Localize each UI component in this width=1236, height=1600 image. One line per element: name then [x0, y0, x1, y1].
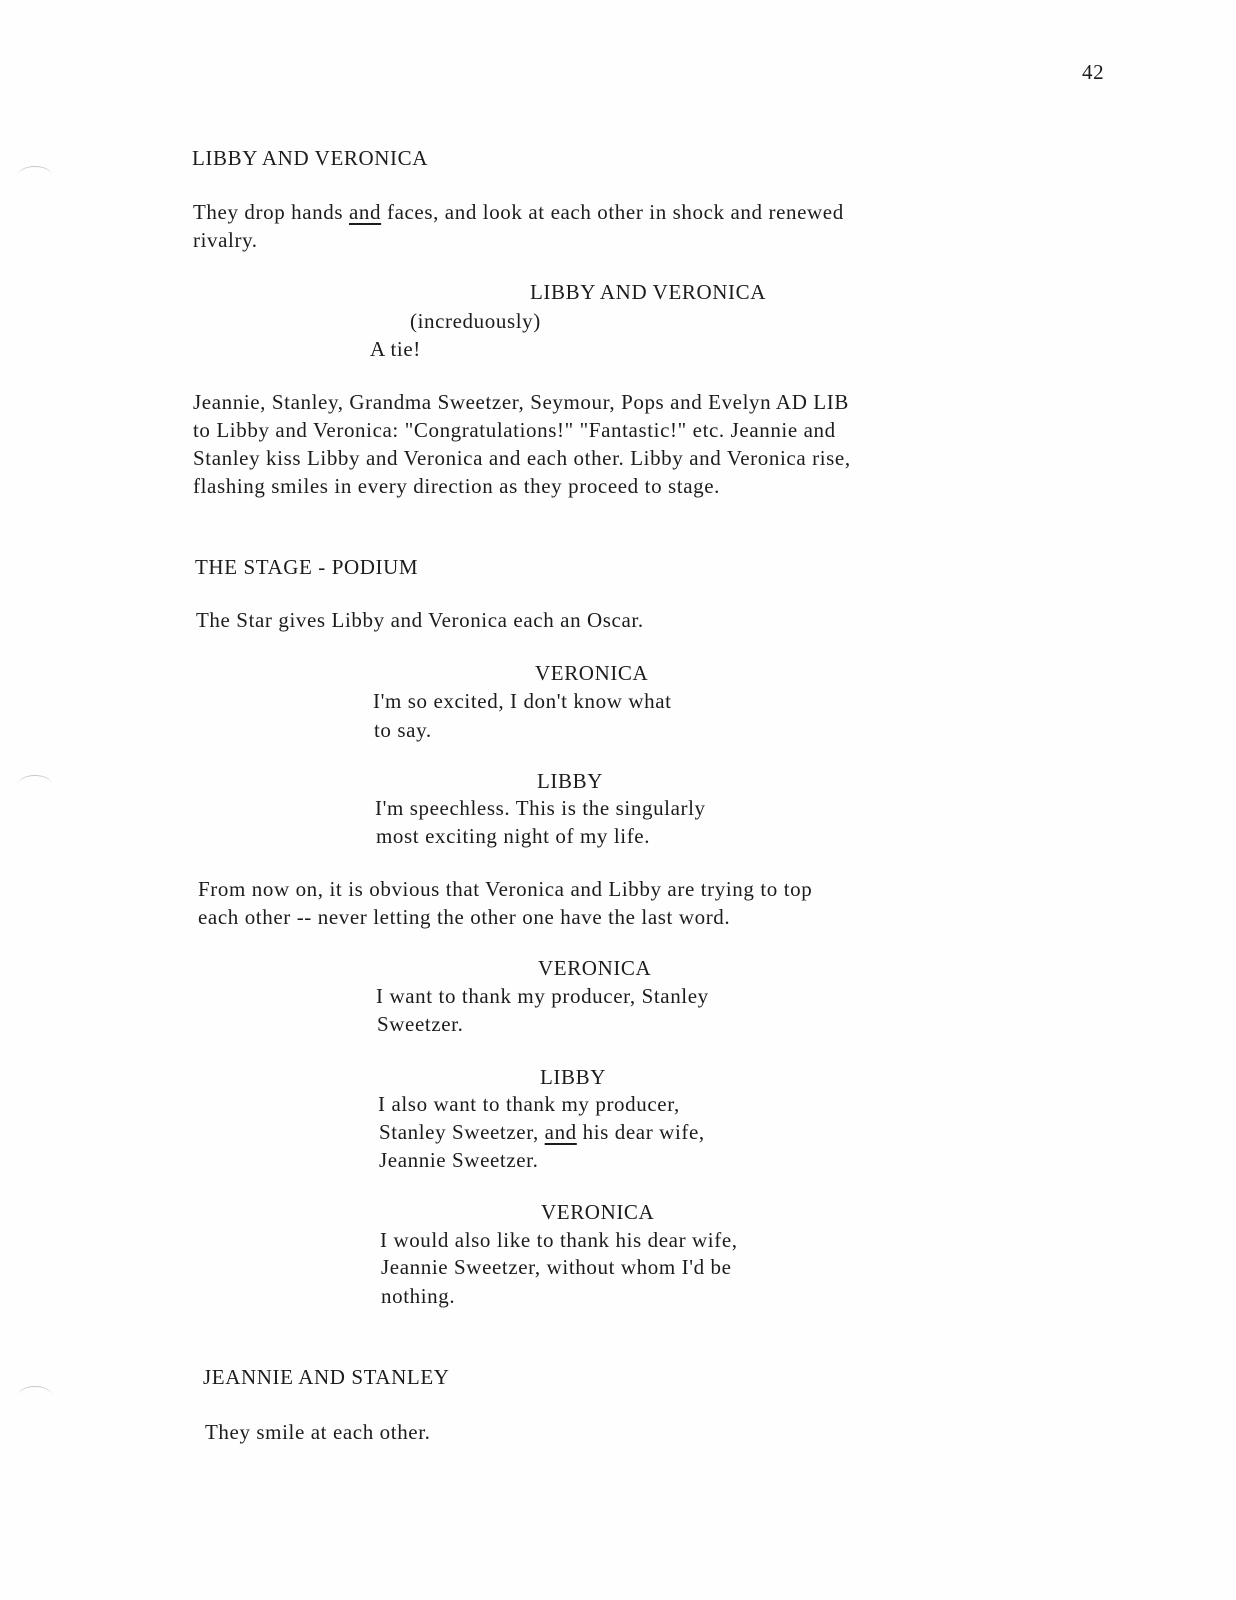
- parenthetical: (increduously): [410, 309, 541, 333]
- action-drop-hands-line-2: rivalry.: [193, 228, 258, 252]
- scene-heading-jeannie-stanley: JEANNIE AND STANLEY: [203, 1365, 450, 1389]
- character-cue: VERONICA: [541, 1200, 655, 1224]
- underlined-word: and: [544, 1120, 577, 1144]
- scene-heading-libby-veronica: LIBBY AND VERONICA: [192, 146, 428, 170]
- dialogue-line: I'm speechless. This is the singularly: [375, 796, 706, 820]
- action-top-line: From now on, it is obvious that Veronica and Libby are trying to top: [198, 877, 813, 901]
- character-cue: LIBBY: [537, 769, 603, 793]
- dialogue-line: A tie!: [370, 337, 421, 361]
- dialogue-text: his dear wife,: [576, 1120, 705, 1144]
- page-number: 42: [1082, 60, 1105, 84]
- action-text: They drop hands: [193, 200, 349, 224]
- punch-hole-mark: [18, 166, 52, 185]
- action-adlib-line: flashing smiles in every direction as they proceed to stage.: [193, 474, 721, 498]
- dialogue-line: to say.: [374, 718, 432, 742]
- punch-hole-mark: [18, 775, 52, 794]
- action-adlib-line: to Libby and Veronica: "Congratulations!" "Fantastic!" etc. Jeannie and: [193, 418, 836, 442]
- dialogue-line: I want to thank my producer, Stanley: [376, 984, 709, 1008]
- action-smile: They smile at each other.: [205, 1420, 431, 1444]
- action-text: faces, and look at each other in shock and renewed: [381, 200, 844, 224]
- dialogue-line: I'm so excited, I don't know what: [373, 689, 672, 713]
- character-cue: VERONICA: [538, 956, 652, 980]
- dialogue-line: Jeannie Sweetzer.: [379, 1148, 539, 1172]
- action-adlib-line: Stanley kiss Libby and Veronica and each other. Libby and Veronica rise,: [193, 446, 851, 470]
- dialogue-line: nothing.: [381, 1284, 456, 1308]
- action-oscar: The Star gives Libby and Veronica each an Oscar.: [196, 608, 644, 632]
- scene-heading-stage: THE STAGE - PODIUM: [195, 555, 419, 579]
- dialogue-line: Sweetzer.: [377, 1012, 464, 1036]
- action-adlib-line: Jeannie, Stanley, Grandma Sweetzer, Seymour, Pops and Evelyn AD LIB: [193, 390, 849, 414]
- character-cue: LIBBY AND VERONICA: [530, 280, 766, 304]
- dialogue-text: Stanley Sweetzer,: [379, 1120, 545, 1144]
- character-cue: VERONICA: [535, 661, 649, 685]
- action-drop-hands-line-1: [193, 198, 844, 226]
- dialogue-line: I also want to thank my producer,: [378, 1092, 680, 1116]
- dialogue-line: Jeannie Sweetzer, without whom I'd be: [381, 1255, 732, 1279]
- dialogue-line: I would also like to thank his dear wife,: [380, 1228, 738, 1252]
- character-cue: LIBBY: [540, 1065, 606, 1089]
- punch-hole-mark: [18, 1386, 52, 1405]
- underlined-word: and: [349, 200, 382, 224]
- dialogue-line: [379, 1118, 705, 1146]
- action-top-line: each other -- never letting the other one have the last word.: [198, 905, 731, 929]
- dialogue-line: most exciting night of my life.: [376, 824, 651, 848]
